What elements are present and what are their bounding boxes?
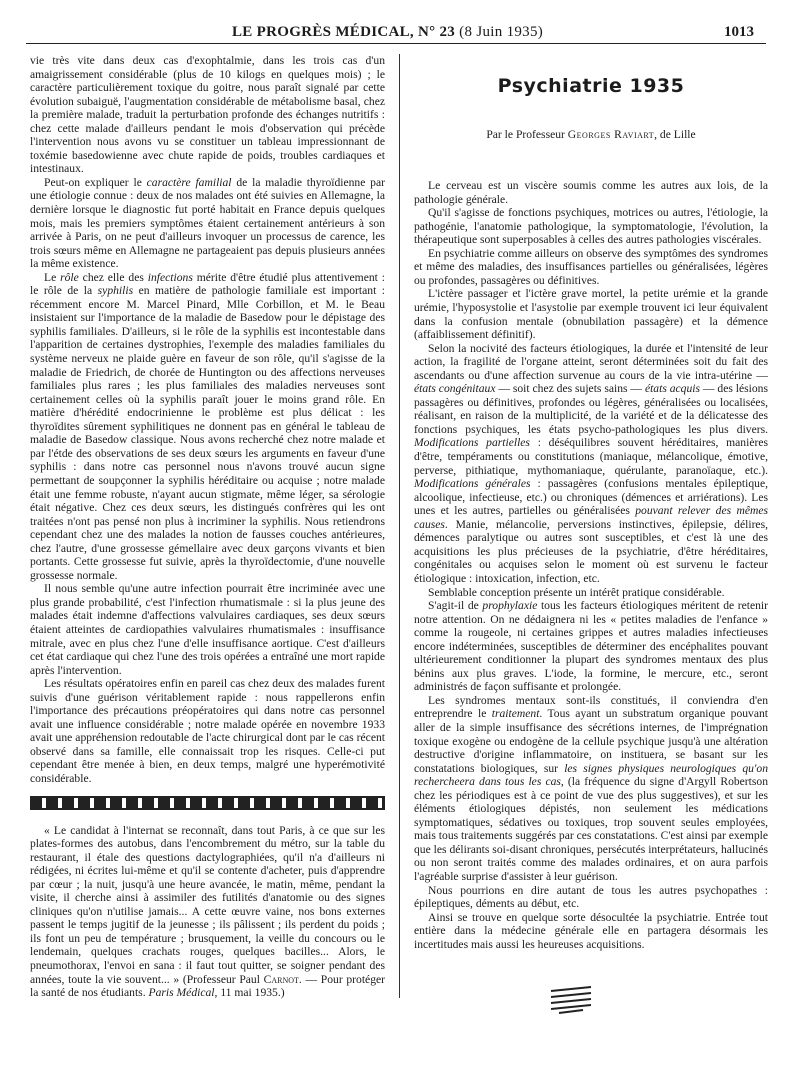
left-column <box>30 54 385 1000</box>
paragraph: Il nous semble qu'une autre infection pourrait être incriminée avec une plus grande probabilité, c'est l'infection rhumatismale : si la plus jeune des malades était indemne d'affections valvulaires cardiaques, ses deux sœurs étaient atteintes de cardiopathies valvulaires rhumatismales : insuffisance mitrale, avec en plus chez l'une d'elle insuffisance aortique. C'est d'ailleurs cet état cardiaque qui chez l'une des trois opérées a entraîné une mort rapide après l'intervention. <box>30 582 385 677</box>
author-byline: Par le Professeur Georges Raviart, de Lille <box>486 127 696 141</box>
paragraph: Les syndromes mentaux sont-ils constitués, il conviendra d'en entreprendre le traitement. Tous ayant un substratum organique pouvant aller de la simple insuffisance des sécrétions internes, de l'imprégnation toxique exogène ou endogène de la cellule psychique jusqu'à une altération destructive d'origine inflammatoire, on instituera, se basant sur les constatations biologiques, sur les signes physiques neurologiques qu'on rechercheera dans tous les cas, (la fréquence du signe d'Argyll Robertson chez les périodiques est à ce point de vue des plus suggestives), et sur les éléments étiologiques dépistés, non seulement les médications symptomatiques, sédatives ou toxiques, trop souvent seules employées, mais tous traitements suggérés par ces constatations. C'est ainsi par exemple que les délirants soi-disant chroniques, persécutés interprétateurs, hallucinés ou non seront traités comme des malades ordinaires, et on aura parfois l'agréable surprise d'assister à leur guérison. <box>414 693 768 883</box>
journal-title <box>232 24 543 41</box>
paragraph: Ainsi se trouve en quelque sorte désocultée la psychiatrie. Entrée tout entière dans la médecine générale elle en partagera désormais les incertitudes mais aussi les heureuses acquisitions. <box>414 910 768 951</box>
paragraph: Selon la nocivité des facteurs étiologiques, la durée et l'intensité de leur action, la fragilité de l'organe atteint, seront déterminées soit du fait des ascendants ou d'une affection survenue au cours de la vie intra-utérine — états congénitaux — soit chez des sujets sains — états acquis — des lésions passagères ou définitives, profondes ou légères, généralisées ou localisées, réalisant, en raison de la multiplicité, de la variété et de la délicatesse des fonctions psychiques, les états psycho-pathologiques les plus divers. Modifications partielles : déséquilibres souvent héréditaires, manières d'être, tempéraments ou constitutions (maniaque, mélancolique, émotive, perverse, pithiatique, mythomaniaque, quérulante, paranoïaque, etc.). Modifications générales : passagères (confusions mentales épileptique, alcoolique, infectieuse, etc.) ou chroniques (démences et arriérations). Les unes et les autres, partielles ou généralisées pouvant relever des mêmes causes. Manie, mélancolie, perversions instinctives, épilepsie, délires, démences paralytique ou autres sont susceptibles, et c'est là une des acquisitions les plus précieuses de la psychiatrie, d'être héréditaires, congénitales ou acquises selon le moment où est survenu le facteur étiologique : intoxication, infection, etc. <box>414 341 768 585</box>
page-number: 1013 <box>724 24 754 40</box>
paragraph: Le rôle chez elle des infections mérite d'être étudié plus attentivement : le rôle de la syphilis en matière de pathologie familiale est important : récemment encore M. Marcel Pinard, Mlle Corbillon, et M. le Beau insistaient sur l'importance de la maladie de Basedow pour le dépistage des syphilis familiales. D'ailleurs, si le rôle de la syphilis est incontestable dans l'apparition de certaines dystrophies, l'exemple des maladies familiales du système nerveux ne plaide guère en faveur de son rôle, qu'il s'agisse de la maladie de Friedrich, de chorée de Huntington ou des affections nerveuses familiales plus rares ; les plus familiales des maladies nerveuses sont certainement celles où la syphilis paraît jouer le moins grand rôle. En matière d'hérédité endocrinienne le problème est plus délicat : les thyroïdites sûrement syphilitiques ne donnent pas en général le tableau de maladie de Basedow classique. Nous avons recherché chez notre malade et par l'étde des observations de ses deux sœurs les arguments en faveur d'une syphilis : dans notre cas personnel nous n'avons trouvé aucun signe permettant de soupçonner la syphilis héréditaire ou acquise ; notre malade était une femme robuste, n'ayant aucun stigmate, même léger, sa sérologie était négative. Chez ces deux sœurs, les distingués confrères qui les ont traitées n'ont pas pensé non plus à incriminer la syphilis. Nous retiendrons cependant chez une des malades la notion de fausses couches antérieures, chez l'autre, d'une grossesse gémellaire avec deux garçons vivants et bien portants. Cette grossesse fut suivie, après la thyroïdectomie, d'une nouvelle grossesse normale. <box>30 270 385 582</box>
paragraph: S'agit-il de prophylaxie tous les facteurs étiologiques méritent de retenir notre attention. On ne dédaignera ni les « petites maladies de l'enfance » comme la rougeole, ni certaines grippes et autres maladies infectieuses encore indéterminées, susceptibles de déterminer des encéphalites pouvant ultérieurement conditionner la plupart des syndromes mentaux des plus bénins aux plus graves. L'iode, la formine, le mercure, etc., seront administrés de façon suffisante et prolongée. <box>414 599 768 694</box>
paragraph: L'ictère passager et l'ictère grave mortel, la petite urémie et la grande urémie, l'hyposystolie et l'asystolie par exemple trouvent ici leur équivalent dans la confusion mentale (obnubilation passagère) et la démence (affaiblissement définitif). <box>414 287 768 342</box>
ornament-separator <box>549 985 593 1015</box>
paragraph: Le cerveau est un viscère soumis comme les autres aux lois, de la pathologie générale. <box>414 179 768 206</box>
right-column <box>414 54 768 1019</box>
column-divider <box>399 54 400 998</box>
header-rule <box>26 43 766 44</box>
paragraph: Semblable conception présente un intérêt pratique considérable. <box>428 585 725 599</box>
paragraph: vie très vite dans deux cas d'exophtalmie, dans les trois cas d'un amaigrissement considérable (plus de 10 kilogs en quelques mois) ; le caractère particulièrement toxique du goitre, nous paraît signalé par cette évolution subaiguë, l'augmentation considérable de métabolisme basal, chez la première malade, traduit la perturbation profonde des échanges nutritifs : chez cette malade d'ailleurs pendant le mois d'observation qui précède l'intervention nous avons vu se constituer un tableau impressionnant de toxémie basedowienne avec chute rapide de poids, troubles cardiaques et intestinaux. <box>30 54 385 176</box>
journal-name: LE PROGRÈS MÉDICAL, N° 23 <box>232 24 456 40</box>
paragraph: Qu'il s'agisse de fonctions psychiques, motrices ou autres, l'étiologie, la pathogénie, l'anatomie pathologique, la symptomatologie, l'évolution, la thérapeutique sont superposables à celles des autres pathologies viscérales. <box>414 206 768 247</box>
quotation-box <box>30 824 385 1000</box>
paragraph: En psychiatrie comme ailleurs on observe des symptômes des syndromes et même des maladies, des insuffisances partielles ou généralisées, légères ou profondes, passagères ou définitives. <box>414 246 768 287</box>
paragraph: Peut-on expliquer le caractère familial de la maladie thyroïdienne par une étiologie connue : deux de nos malades ont été suivies en Allemagne, la dernière lorsque le diagnostic fut porté habitait en France depuis quelques mois, mais les premiers symptômes étaient certainement antérieurs à son arrivée à Paris, on ne peut d'ailleurs invoquer un processus de carence, les trois sœurs même en Allemagne ne partageaient pas depuis plusieurs années la même existence. <box>30 175 385 271</box>
issue-date: (8 Juin 1935) <box>459 24 544 40</box>
paragraph: Les résultats opératoires enfin en pareil cas chez deux des malades furent suivis d'une guérison véritablement rapide : nous rappellerons enfin l'importance des précautions préopératoires qui dans notre cas personnel avait une influence considérable ; notre malade opérée en novembre 1933 avait une appréhension redoutable de l'acte chirurgical dont par le cas récent observé dans sa famille, elle connaissait trop les risques. Celle-ci put cependant être menée à bien, en deux temps, malgré une hyperémotivité considérable. <box>30 677 385 785</box>
section-title: Psychiatrie 1935 <box>497 75 685 97</box>
decorative-border <box>30 796 385 810</box>
paragraph: Nous pourrions en dire autant de tous les autres psychopathes : épileptiques, déments au début, etc. <box>414 883 768 911</box>
quotation-text: « Le candidat à l'internat se reconnaît, dans tout Paris, à ce que sur les plates-formes des autobus, dans l'encombrement du métro, sur la table du restaurant, il étale des questions dactylographiées, qu'il n'a d'ailleurs ni rédigées, ni écrites lui-même et qu'il se contente d'acheter, puis d'apprendre par cœur ; la nuit, jusqu'à une heure avancée, le matin, même, pendant la visite, il cherche ainsi à assimiler des futilités d'anatomie ou des signes cliniques qu'on n'utilise jamais... A cette œuvre vaine, nos bons externes passent le temps jugitif de la jeunesse ; ils pâlissent ; ils perdent du poids ; ils font un peu de température ; brusquement, la veille du concours ou le lendemain, quelques crachats rouges, quelques bacilles... Alors, le pneumothorax, l'envoi en sana : il faut tout quitter, se soigner pendant des années, toute la vie souvent... » (Professeur Paul Carnot. — Pour protéger la santé de nos étudiants. Paris Médical, 11 mai 1935.) <box>30 823 386 1000</box>
